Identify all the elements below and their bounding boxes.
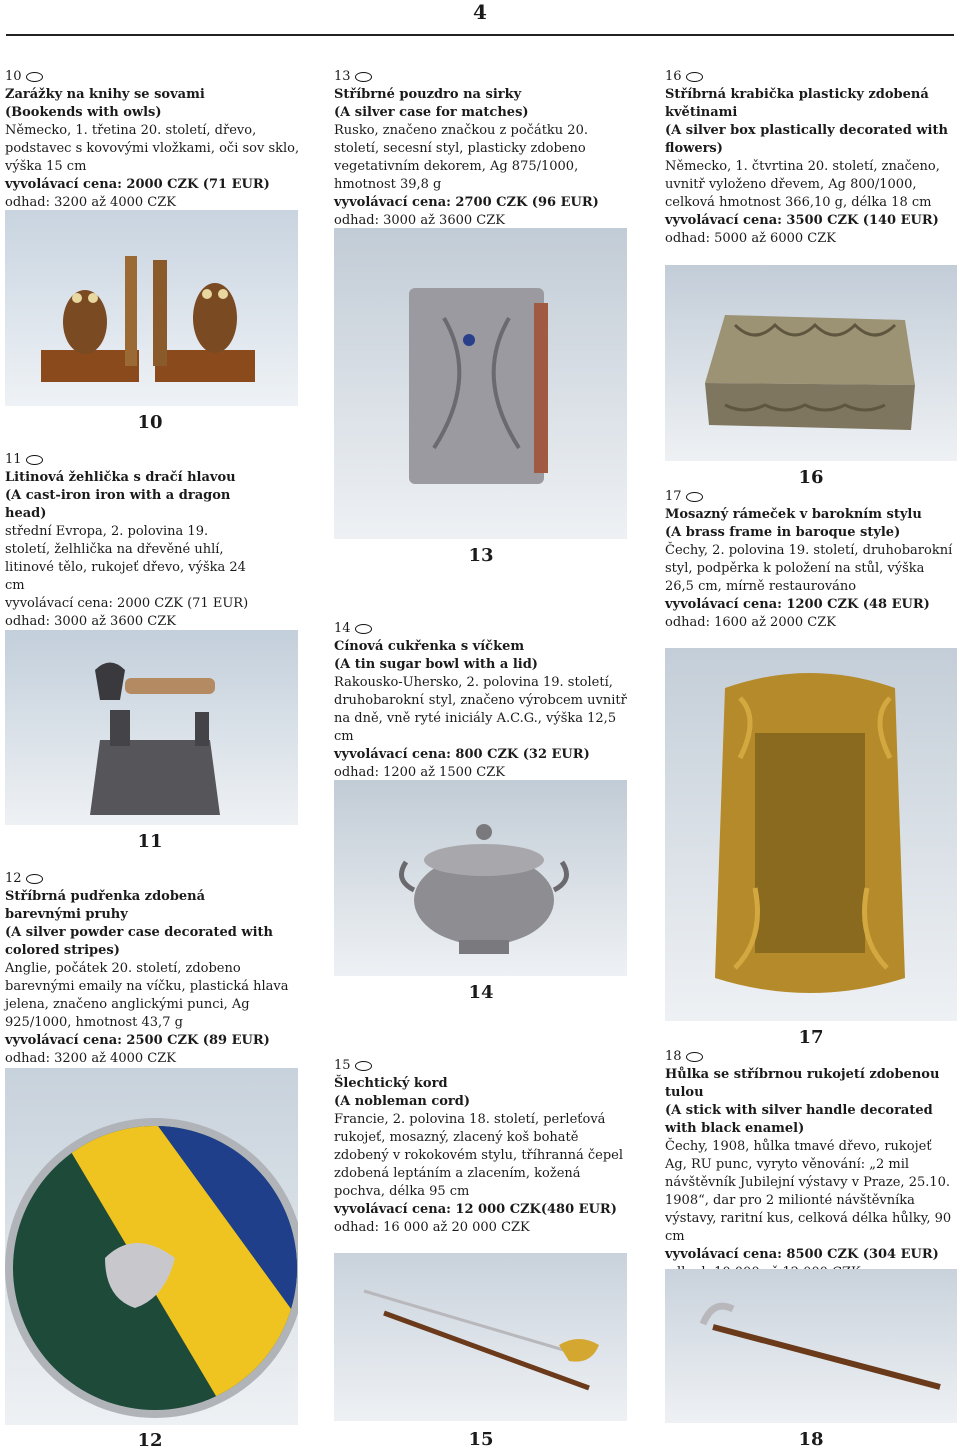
lot-number: 11 (5, 452, 22, 467)
lot-title-cs: Hůlka se stříbrnou rukojetí zdobenou tulou (665, 1067, 940, 1100)
lot-title-cs: Litinová žehlička s dračí hlavou (5, 470, 236, 485)
lot-estimate: odhad: 1600 až 2000 CZK (665, 615, 836, 630)
lot-description: Čechy, 1908, hůlka tmavé dřevo, rukojeť Ag, RU punc, vyryto věnování: „2 mil návštěvník Jubilejní výstavy v Praze, 25.10. 1908“, dar pro 2 milionté návštěvníka výstavy, raritní kus, celková délka hůlky, 90 cm (665, 1139, 952, 1244)
lot-15-caption: 15 (468, 1429, 494, 1450)
lot-description: Rusko, značeno značkou z počátku 20. století, secesní styl, plasticky zdobeno vegetativním dekorem, Ag 875/1000, hmotnost 39,8 g (334, 123, 588, 192)
lot-title-cs: Šlechtický kord (334, 1076, 448, 1091)
lot-15-photo (334, 1253, 627, 1421)
eye-icon (26, 455, 43, 465)
lot-title-en: (A brass frame in baroque style) (665, 525, 901, 540)
lot-11-text (5, 451, 305, 631)
lot-description: Čechy, 2. polovina 19. století, druhobarokní styl, podpěrka k položení na stůl, výška 26,5 cm, mírně restaurováno (665, 543, 953, 594)
lot-start-price: vyvolávací cena: 3500 CZK (140 EUR) (665, 213, 939, 228)
lot-start-price: vyvolávací cena: 2000 CZK (71 EUR) (5, 177, 270, 192)
lot-start-price: vyvolávací cena: 2700 CZK (96 EUR) (334, 195, 599, 210)
eye-icon (355, 72, 372, 82)
lot-title-en: (A silver box plastically decorated with flowers) (665, 123, 948, 156)
lot-number: 14 (334, 621, 351, 636)
lot-title-cs: Stříbrná krabička plasticky zdobená květinami (665, 87, 929, 120)
lot-14-photo (334, 780, 627, 976)
lot-title-en: (A stick with silver handle decorated with black enamel) (665, 1103, 933, 1136)
lot-number: 17 (665, 489, 682, 504)
lot-18-text (665, 1048, 957, 1282)
lot-15-text (334, 1057, 629, 1237)
lot-start-price: vyvolávací cena: 12 000 CZK(480 EUR) (334, 1202, 617, 1217)
lot-18-photo (665, 1269, 957, 1423)
lot-title-cs: Stříbrná pudřenka zdobená barevnými pruhy (5, 889, 206, 922)
eye-icon (355, 624, 372, 634)
lot-12-photo (5, 1068, 298, 1425)
lot-16-text (665, 68, 957, 248)
lot-description: Francie, 2. polovina 18. století, perleťová rukojeť, mosazný, zlacený koš bohatě zdobený v rokokovém stylu, tříhranná čepel zdobená leptáním a zlacením, kožená pochva, délka 95 cm (334, 1112, 624, 1199)
lot-14-text (334, 620, 629, 782)
lot-13-caption: 13 (468, 545, 494, 566)
lot-10-photo (5, 210, 298, 406)
lot-estimate: odhad: 1200 až 1500 CZK (334, 765, 505, 780)
lot-17-text (665, 488, 957, 632)
header-rule (6, 34, 954, 36)
lot-title-cs: Cínová cukřenka s víčkem (334, 639, 525, 654)
lot-number: 18 (665, 1049, 682, 1064)
lot-estimate: odhad: 3200 až 4000 CZK (5, 195, 176, 210)
lot-title-en: (A cast-iron iron with a dragon head) (5, 488, 231, 521)
lot-title-cs: Stříbrné pouzdro na sirky (334, 87, 522, 102)
lot-start-price: vyvolávací cena: 1200 CZK (48 EUR) (665, 597, 930, 612)
eye-icon (26, 72, 43, 82)
lot-title-en: (A silver case for matches) (334, 105, 529, 120)
lot-18-caption: 18 (798, 1429, 824, 1450)
eye-icon (355, 1061, 372, 1071)
lot-number: 15 (334, 1058, 351, 1073)
lot-title-en: (A silver powder case decorated with colored stripes) (5, 925, 273, 958)
lot-number: 12 (5, 871, 22, 886)
lot-estimate: odhad: 3000 až 3600 CZK (5, 614, 176, 629)
lot-16-caption: 16 (798, 467, 824, 488)
lot-description: Anglie, počátek 20. století, zdobeno barevnými emaily na víčku, plastická hlava jelena, značeno anglickými punci, Ag 925/1000, hmotnost 43,7 g (5, 961, 289, 1030)
lot-17-caption: 17 (798, 1027, 824, 1048)
lot-description: střední Evropa, 2. polovina 19. století, želhlička na dřevěné uhlí, litinové tělo, rukojeť dřevo, výška 24 cm (5, 524, 246, 593)
lot-title-en: (A tin sugar bowl with a lid) (334, 657, 538, 672)
lot-estimate: odhad: 5000 až 6000 CZK (665, 231, 836, 246)
lot-10-text (5, 68, 305, 212)
lot-estimate: odhad: 3200 až 4000 CZK (5, 1051, 176, 1066)
lot-10-caption: 10 (137, 412, 163, 433)
lot-number: 16 (665, 69, 682, 84)
lot-12-caption: 12 (137, 1430, 163, 1451)
lot-estimate: odhad: 16 000 až 20 000 CZK (334, 1220, 530, 1235)
eye-icon (26, 874, 43, 884)
lot-title-cs: Mosazný rámeček v barokním stylu (665, 507, 922, 522)
lot-start-price: vyvolávací cena: 2000 CZK (71 EUR) (5, 596, 249, 611)
eye-icon (686, 72, 703, 82)
lot-12-text (5, 870, 305, 1068)
lot-start-price: vyvolávací cena: 2500 CZK (89 EUR) (5, 1033, 270, 1048)
lot-11-photo (5, 630, 298, 825)
lot-description: Rakousko-Uhersko, 2. polovina 19. století, druhobaroknί styl, značeno výrobcem uvnitř na dně, vně ryté iniciály A.C.G., výška 12,5 cm (334, 675, 627, 744)
lot-11-caption: 11 (137, 831, 163, 852)
lot-estimate: odhad: 3000 až 3600 CZK (334, 213, 505, 228)
lot-13-text (334, 68, 629, 230)
lot-start-price: vyvolávací cena: 800 CZK (32 EUR) (334, 747, 590, 762)
lot-title-en: (Bookends with owls) (5, 105, 162, 120)
eye-icon (686, 492, 703, 502)
page-number: 4 (473, 0, 487, 24)
lot-description: Německo, 1. třetina 20. století, dřevo, podstavec s kovovými vložkami, oči sov sklo, výška 15 cm (5, 123, 300, 174)
eye-icon (686, 1052, 703, 1062)
lot-title-cs: Zarážky na knihy se sovami (5, 87, 205, 102)
lot-number: 10 (5, 69, 22, 84)
lot-13-photo (334, 228, 627, 539)
lot-17-photo (665, 648, 957, 1021)
lot-14-caption: 14 (468, 982, 494, 1003)
lot-title-en: (A nobleman cord) (334, 1094, 471, 1109)
lot-16-photo (665, 265, 957, 461)
lot-description: Německo, 1. čtvrtina 20. století, značeno, uvnitř vyloženo dřevem, Ag 800/1000, celková hmotnost 366,10 g, délka 18 cm (665, 159, 940, 210)
lot-start-price: vyvolávací cena: 8500 CZK (304 EUR) (665, 1247, 939, 1262)
lot-number: 13 (334, 69, 351, 84)
